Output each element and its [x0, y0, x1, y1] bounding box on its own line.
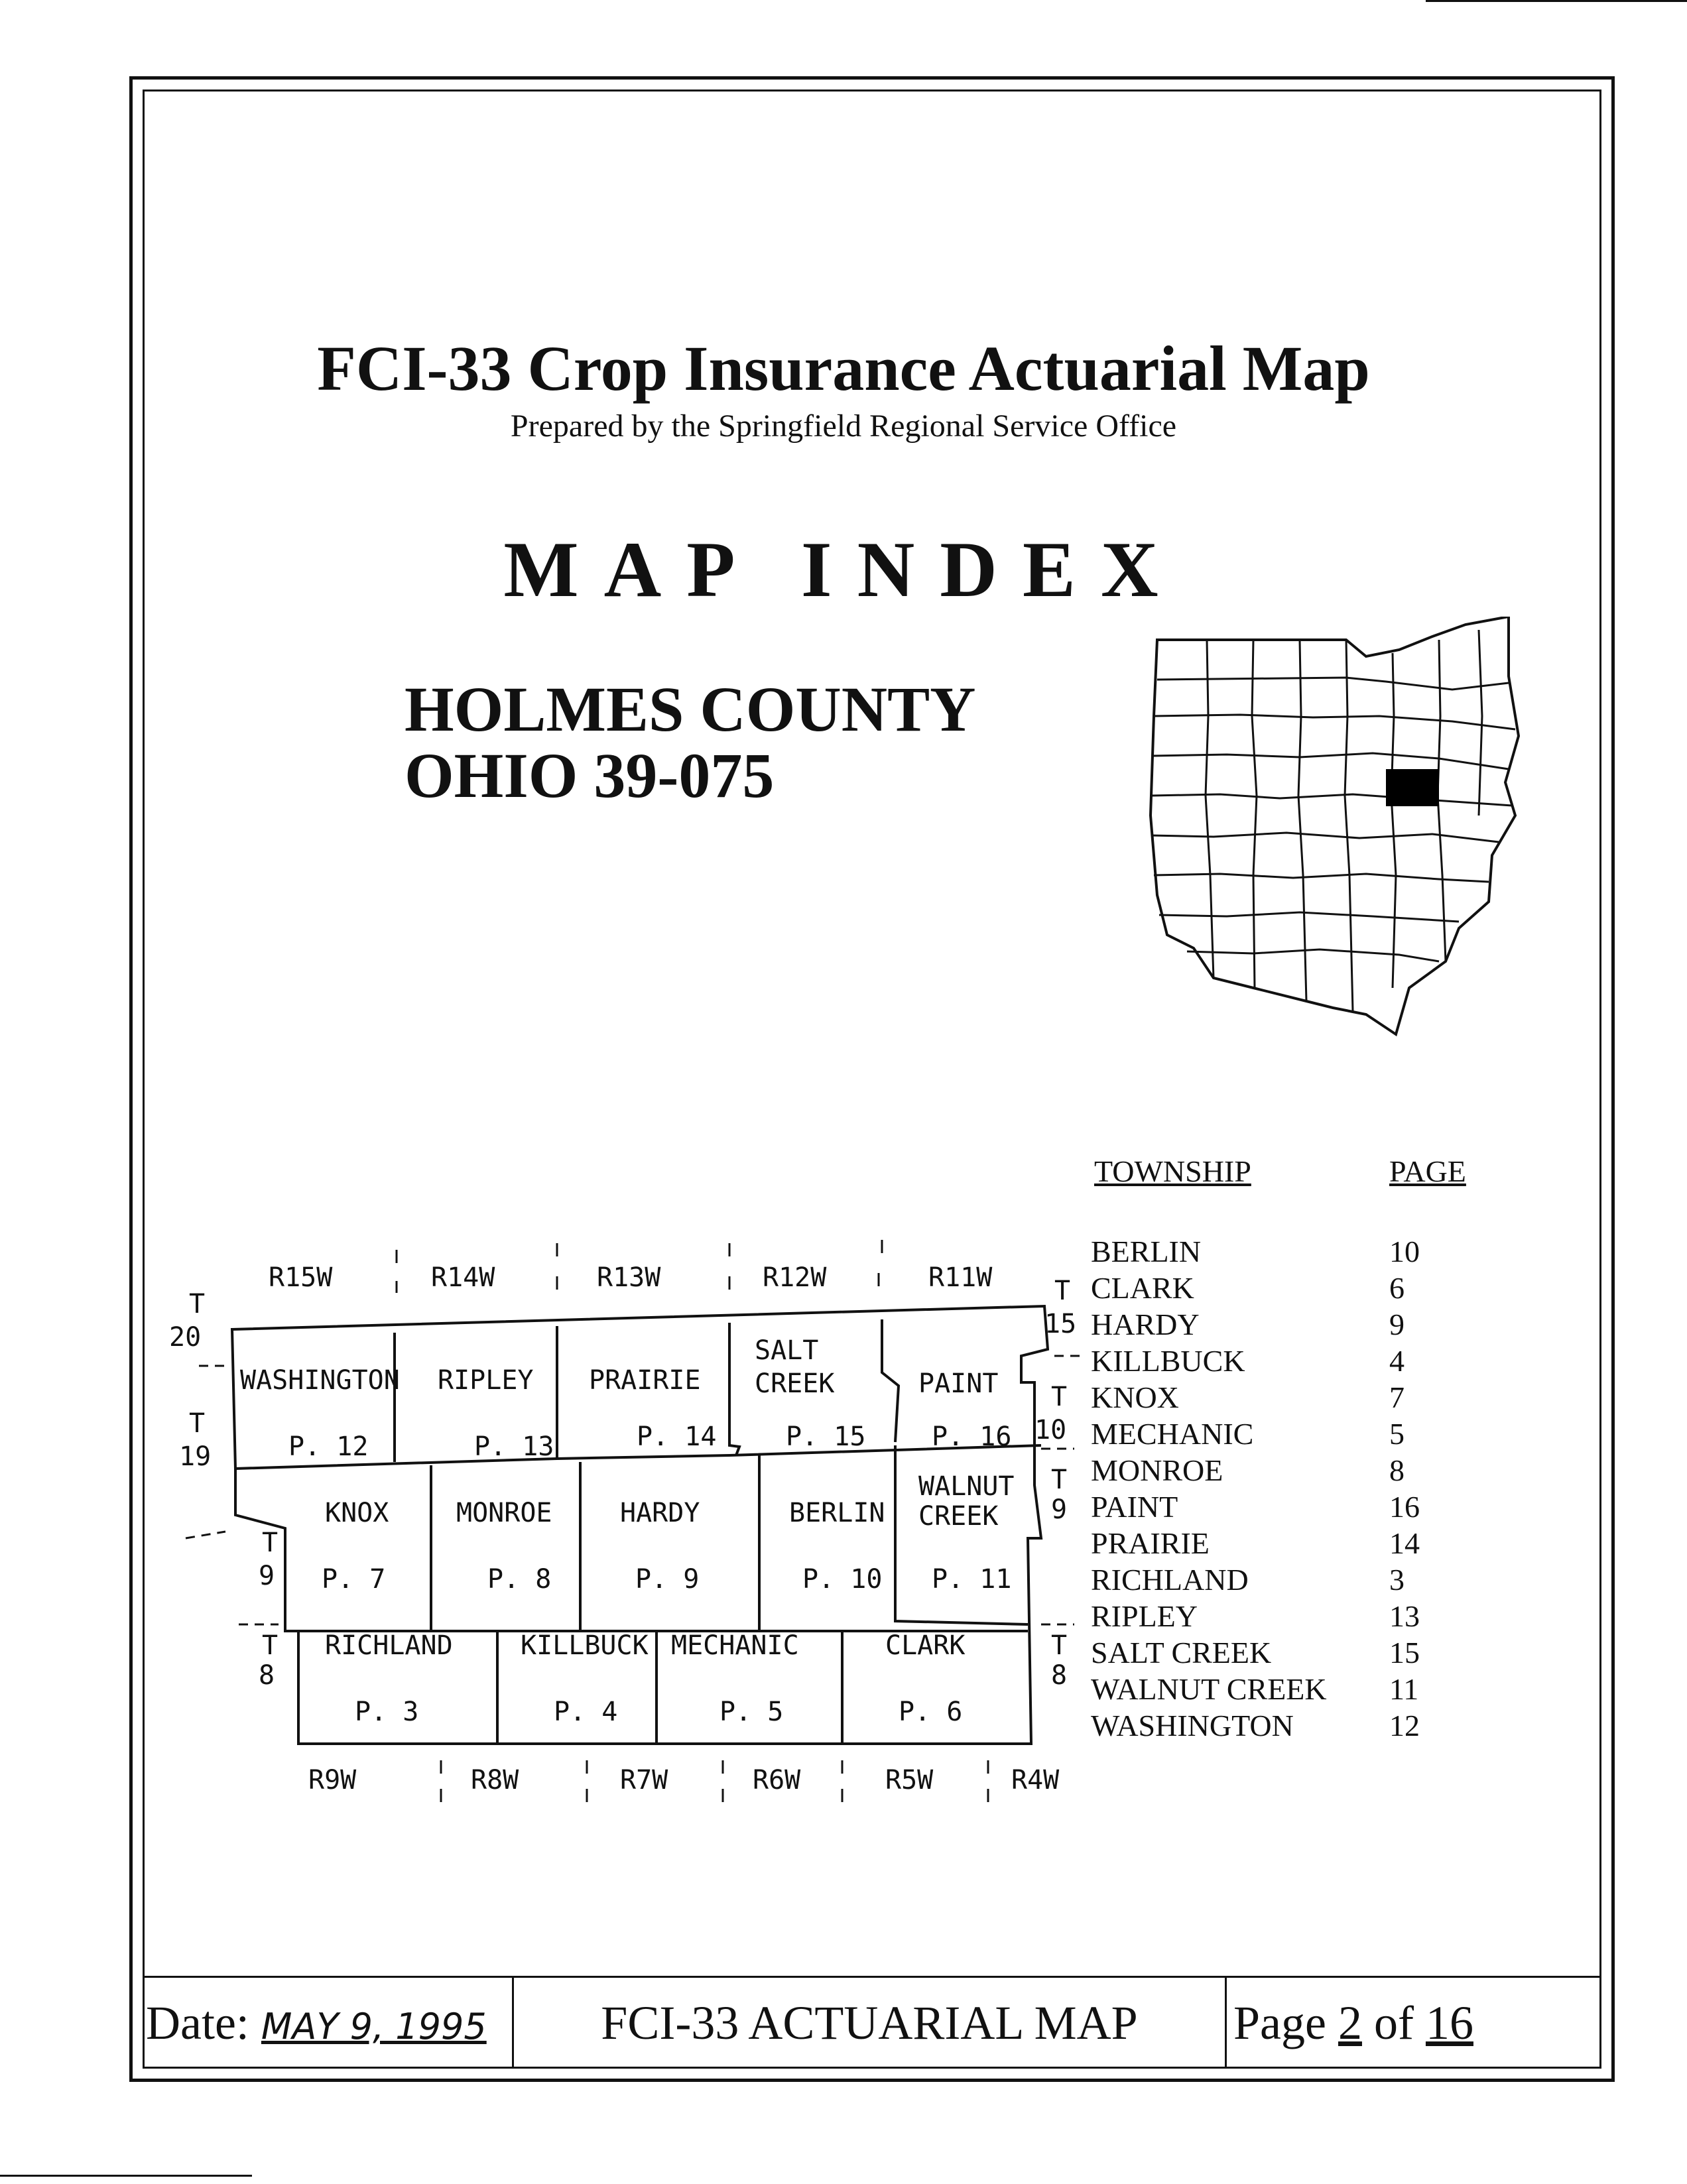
legend-township-name: PAINT [1091, 1490, 1178, 1524]
tier-label-t9-right-n: 9 [1051, 1494, 1068, 1525]
tier-label-t10-t: T [1051, 1382, 1068, 1412]
township-washington-page: P. 12 [288, 1431, 369, 1462]
township-clark: CLARK [885, 1630, 966, 1661]
tier-label-t8-left-n: 8 [259, 1660, 275, 1691]
township-clark-page: P. 6 [899, 1697, 963, 1727]
township-mechanic: MECHANIC [671, 1630, 799, 1661]
legend-township-name: SALT CREEK [1091, 1636, 1272, 1669]
township-ripley-page: P. 13 [474, 1431, 554, 1462]
tier-label-t10-n: 10 [1034, 1415, 1067, 1445]
legend-page-number: 14 [1389, 1526, 1420, 1560]
township-killbuck-page: P. 4 [554, 1697, 618, 1727]
range-label-r8w: R8W [471, 1765, 519, 1795]
tier-label-t19-n: 19 [179, 1441, 212, 1472]
range-label-r5w: R5W [885, 1765, 934, 1795]
legend-row [1091, 1561, 1502, 1598]
map-title: FCI-33 Crop Insurance Actuarial Map [317, 333, 1370, 404]
legend-page-number: 5 [1389, 1417, 1405, 1451]
township-knox-page: P. 7 [322, 1564, 386, 1595]
township-prairie-page: P. 14 [637, 1422, 717, 1452]
ohio-locator-map [1147, 617, 1532, 1048]
legend-page-number: 4 [1389, 1344, 1405, 1378]
legend-row [1091, 1598, 1502, 1634]
legend-row [1091, 1707, 1502, 1744]
legend-township-name: RIPLEY [1091, 1599, 1198, 1633]
township-paint-page: P. 16 [932, 1422, 1012, 1452]
legend-township-name: KILLBUCK [1091, 1344, 1245, 1378]
legend-page-number: 3 [1389, 1563, 1405, 1597]
legend-rows [1091, 1233, 1502, 1744]
township-berlin-page: P. 10 [802, 1564, 883, 1595]
legend-row [1091, 1416, 1502, 1452]
township-richland-page: P. 3 [355, 1697, 419, 1727]
footer-date-value: MAY 9, 1995 [261, 2006, 487, 2047]
township-walnut-creek-1: WALNUT [918, 1471, 1015, 1502]
tier-label-t8-right-t: T [1051, 1630, 1068, 1661]
township-walnut-creek-page: P. 11 [932, 1564, 1012, 1595]
township-monroe-page: P. 8 [487, 1564, 552, 1595]
township-mechanic-page: P. 5 [719, 1697, 784, 1727]
township-walnut-creek-2: CREEK [918, 1501, 999, 1532]
legend-row [1091, 1233, 1502, 1270]
legend-township-name: HARDY [1091, 1307, 1200, 1341]
township-paint: PAINT [918, 1368, 999, 1399]
legend-township-name: MONROE [1091, 1453, 1223, 1487]
tier-label-t20-n: 20 [169, 1322, 202, 1353]
legend-row [1091, 1306, 1502, 1343]
legend-township-name: WALNUT CREEK [1091, 1672, 1327, 1706]
legend-township-name: RICHLAND [1091, 1563, 1249, 1597]
scan-edge-top [1426, 0, 1687, 2]
township-monroe: MONROE [456, 1498, 552, 1528]
state-code: OHIO 39-075 [405, 740, 775, 811]
township-salt-creek-1: SALT [755, 1335, 819, 1366]
township-hardy: HARDY [620, 1498, 700, 1528]
legend-page-number: 12 [1389, 1709, 1420, 1742]
range-label-r7w: R7W [620, 1765, 668, 1795]
legend-page-number: 11 [1389, 1672, 1419, 1706]
legend-header-township: TOWNSHIP [1094, 1154, 1251, 1188]
legend-township-name: BERLIN [1091, 1235, 1202, 1268]
county-heading [405, 676, 975, 809]
footer-page-current: 2 [1338, 1996, 1362, 2049]
legend-page-number: 6 [1389, 1271, 1405, 1305]
legend-row [1091, 1270, 1502, 1306]
footer-map-title: FCI-33 ACTUARIAL MAP [601, 1996, 1138, 2049]
footer-bar [143, 1976, 1601, 2069]
tier-label-t8-left-t: T [262, 1630, 279, 1661]
township-washington: WASHINGTON [240, 1365, 400, 1396]
holmes-township-map [159, 1227, 1088, 1810]
scan-edge-bottom [0, 2175, 252, 2177]
tier-label-t9-left-n: 9 [259, 1561, 275, 1591]
legend-township-name: PRAIRIE [1091, 1526, 1210, 1560]
legend-page-number: 9 [1389, 1307, 1405, 1341]
range-label-r14w: R14W [431, 1262, 495, 1293]
legend-page-number: 13 [1389, 1599, 1420, 1633]
legend-page-number: 8 [1389, 1453, 1405, 1487]
township-page-legend [1091, 1154, 1502, 1744]
legend-township-name: CLARK [1091, 1271, 1194, 1305]
legend-row [1091, 1488, 1502, 1525]
legend-row [1091, 1452, 1502, 1488]
legend-row [1091, 1379, 1502, 1416]
county-name: HOLMES COUNTY [405, 674, 976, 745]
footer-page-of: of [1373, 1996, 1414, 2049]
township-berlin: BERLIN [789, 1498, 885, 1528]
legend-township-name: MECHANIC [1091, 1417, 1254, 1451]
footer-date-label: Date: [146, 1996, 249, 2049]
footer-date-cell [143, 1978, 514, 2069]
footer-page-cell [1227, 1978, 1601, 2069]
township-ripley: RIPLEY [438, 1365, 534, 1396]
legend-row [1091, 1525, 1502, 1561]
legend-page-number: 10 [1389, 1235, 1420, 1268]
range-label-r13w: R13W [597, 1262, 661, 1293]
township-killbuck: KILLBUCK [521, 1630, 649, 1661]
footer-page-label: Page [1233, 1996, 1326, 2049]
legend-row [1091, 1671, 1502, 1707]
legend-page-number: 7 [1389, 1380, 1405, 1414]
legend-page-number: 16 [1389, 1490, 1420, 1524]
township-richland: RICHLAND [325, 1630, 453, 1661]
footer-page-total: 16 [1425, 1996, 1473, 2049]
tier-label-t9-right-t: T [1051, 1465, 1068, 1495]
range-label-r11w: R11W [928, 1262, 993, 1293]
township-hardy-page: P. 9 [635, 1564, 700, 1595]
range-label-r9w: R9W [308, 1765, 357, 1795]
range-label-r12w: R12W [763, 1262, 827, 1293]
township-knox: KNOX [325, 1498, 389, 1528]
map-index-heading: MAP INDEX [503, 525, 1184, 613]
tier-label-t15-t: T [1054, 1276, 1071, 1306]
township-salt-creek-2: CREEK [755, 1368, 835, 1399]
range-label-r4w: R4W [1011, 1765, 1060, 1795]
legend-row [1091, 1343, 1502, 1379]
township-salt-creek-page: P. 15 [786, 1422, 866, 1452]
legend-header-page: PAGE [1389, 1154, 1466, 1188]
legend-row [1091, 1634, 1502, 1671]
tier-label-t9-left-t: T [262, 1528, 279, 1558]
legend-page-number: 15 [1389, 1636, 1420, 1669]
map-subtitle: Prepared by the Springfield Regional Service Office [510, 408, 1177, 444]
tier-label-t20-t: T [189, 1289, 206, 1319]
township-labels [169, 1262, 1076, 1795]
legend-township-name: WASHINGTON [1091, 1709, 1294, 1742]
range-label-r6w: R6W [753, 1765, 801, 1795]
range-label-r15w: R15W [269, 1262, 333, 1293]
tier-label-t19-t: T [189, 1408, 206, 1439]
township-prairie: PRAIRIE [589, 1365, 701, 1396]
legend-header [1091, 1154, 1502, 1200]
tier-label-t8-right-n: 8 [1051, 1660, 1068, 1691]
footer-map-title-cell [514, 1978, 1227, 2069]
holmes-county-highlight [1386, 769, 1439, 806]
legend-township-name: KNOX [1091, 1380, 1179, 1414]
tier-label-t15-n: 15 [1044, 1309, 1077, 1339]
